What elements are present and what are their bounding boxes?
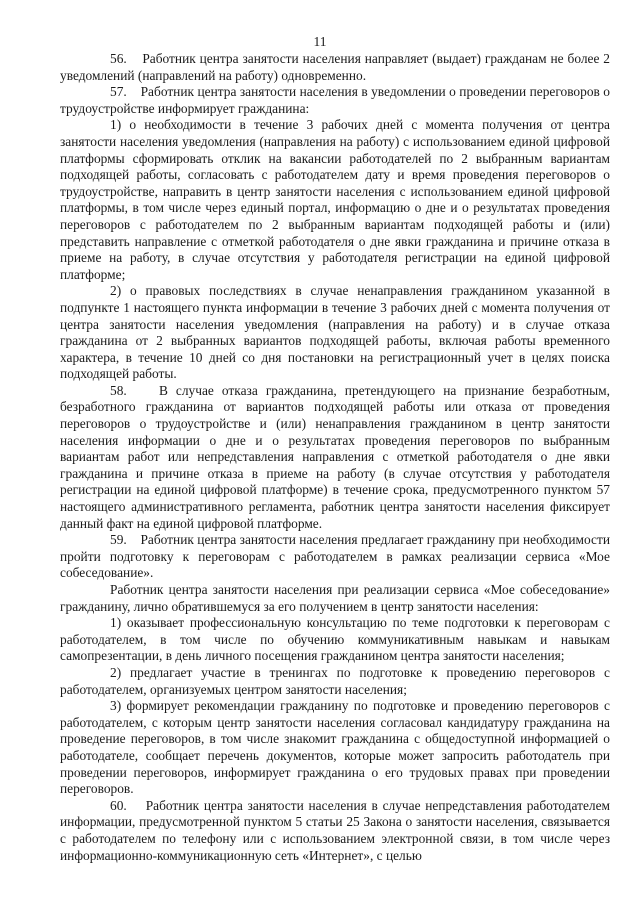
paragraph-57-item-2: 2) о правовых последствиях в случае ненаправления гражданином указанной в подпункте 1 настоящего пункта информации в течение 3 рабочих дней с момента получения от центра занятости населения уведомления (направления на работу) и в случае отказа гражданина от 2 выбранных вариантов подходящей работы, включая работы временного характера, в течение 10 дней со дня постановки на регистрационный учет в целях поиска подходящей работы. [60, 283, 610, 382]
paragraph-59-item-2: 2) предлагает участие в тренингах по подготовке к проведению переговоров с работодателем, организуемых центром занятости населения; [60, 664, 610, 697]
paragraph-58: 58. В случае отказа гражданина, претендующего на признание безработным, безработного гражданина от вариантов подходящей работы или отказа от проведения переговоров о трудоустройстве и (или) ненаправления гражданином в центр занятости населения информации о дне и о результатах проведения переговоров по выбранным вариантам работ или непредставления направления с отметкой работодателя о дне явки гражданина и причине отказа в приеме на работу (в случае отсутствия у работодателя регистрации на единой цифровой платформе) в течение срока, предусмотренного пунктом 57 настоящего административного регламента, работник центра занятости населения фиксирует данный факт на единой цифровой платформе. [60, 382, 610, 531]
paragraph-59-item-1: 1) оказывает профессиональную консультацию по теме подготовки к переговорам с работодателем, в том числе по обучению коммуникативным навыкам и навыкам самопрезентации, в день личного посещения гражданином центра занятости населения; [60, 615, 610, 664]
paragraph-59: 59. Работник центра занятости населения предлагает гражданину при необходимости пройти подготовку к переговорам с работодателем в рамках реализации сервиса «Мое собеседование». [60, 532, 610, 581]
page-number: 11 [313, 34, 327, 49]
paragraph-57-item-1: 1) о необходимости в течение 3 рабочих дней с момента получения от центра занятости населения уведомления (направления на работу) с использованием единой цифровой платформы сформировать отклик на вакансии работодателей по 2 выбранным вариантам подходящей работы, согласовать с работодателем дату и время проведения переговоров о трудоустройстве, направить в центр занятости населения с использованием единой цифровой платформы, в том числе через единый портал, информацию о дне и о результатах проведения переговоров с работодателем по 2 выбранным вариантам подходящей работы и (или) представить направление с отметкой работодателя о дне явки гражданина и причине отказа в приеме на работу, в случае отсутствия у работодателя регистрации на единой цифровой платформе; [60, 117, 610, 282]
paragraph-60: 60. Работник центра занятости населения в случае непредставления работодателем информации, предусмотренной пунктом 5 статьи 25 Закона о занятости населения, связывается с работодателем по телефону или с использованием электронной связи, в том числе через информационно-коммуникационную сеть «Интернет», с целью [60, 797, 610, 863]
paragraph-59-item-3: 3) формирует рекомендации гражданину по подготовке и проведению переговоров с работодателем, с которым центр занятости населения согласовал кандидатуру гражданина на проведение переговоров, в том числе знакомит гражданина с общедоступной информацией о работодателе, сообщает перечень документов, которые может запросить работодатель при проведении переговоров, информирует гражданина о его трудовых правах при проведении переговоров. [60, 698, 610, 797]
paragraph-57: 57. Работник центра занятости населения в уведомлении о проведении переговоров о трудоустройстве информирует гражданина: [60, 84, 610, 116]
paragraph-56: 56. Работник центра занятости населения направляет (выдает) гражданам не более 2 уведомлений (направлений на работу) одновременно. [60, 51, 610, 83]
paragraph-59-intro: Работник центра занятости населения при реализации сервиса «Мое собеседование» гражданину, лично обратившемуся за его получением в центр занятости населения: [60, 582, 610, 614]
document-body [60, 51, 610, 864]
